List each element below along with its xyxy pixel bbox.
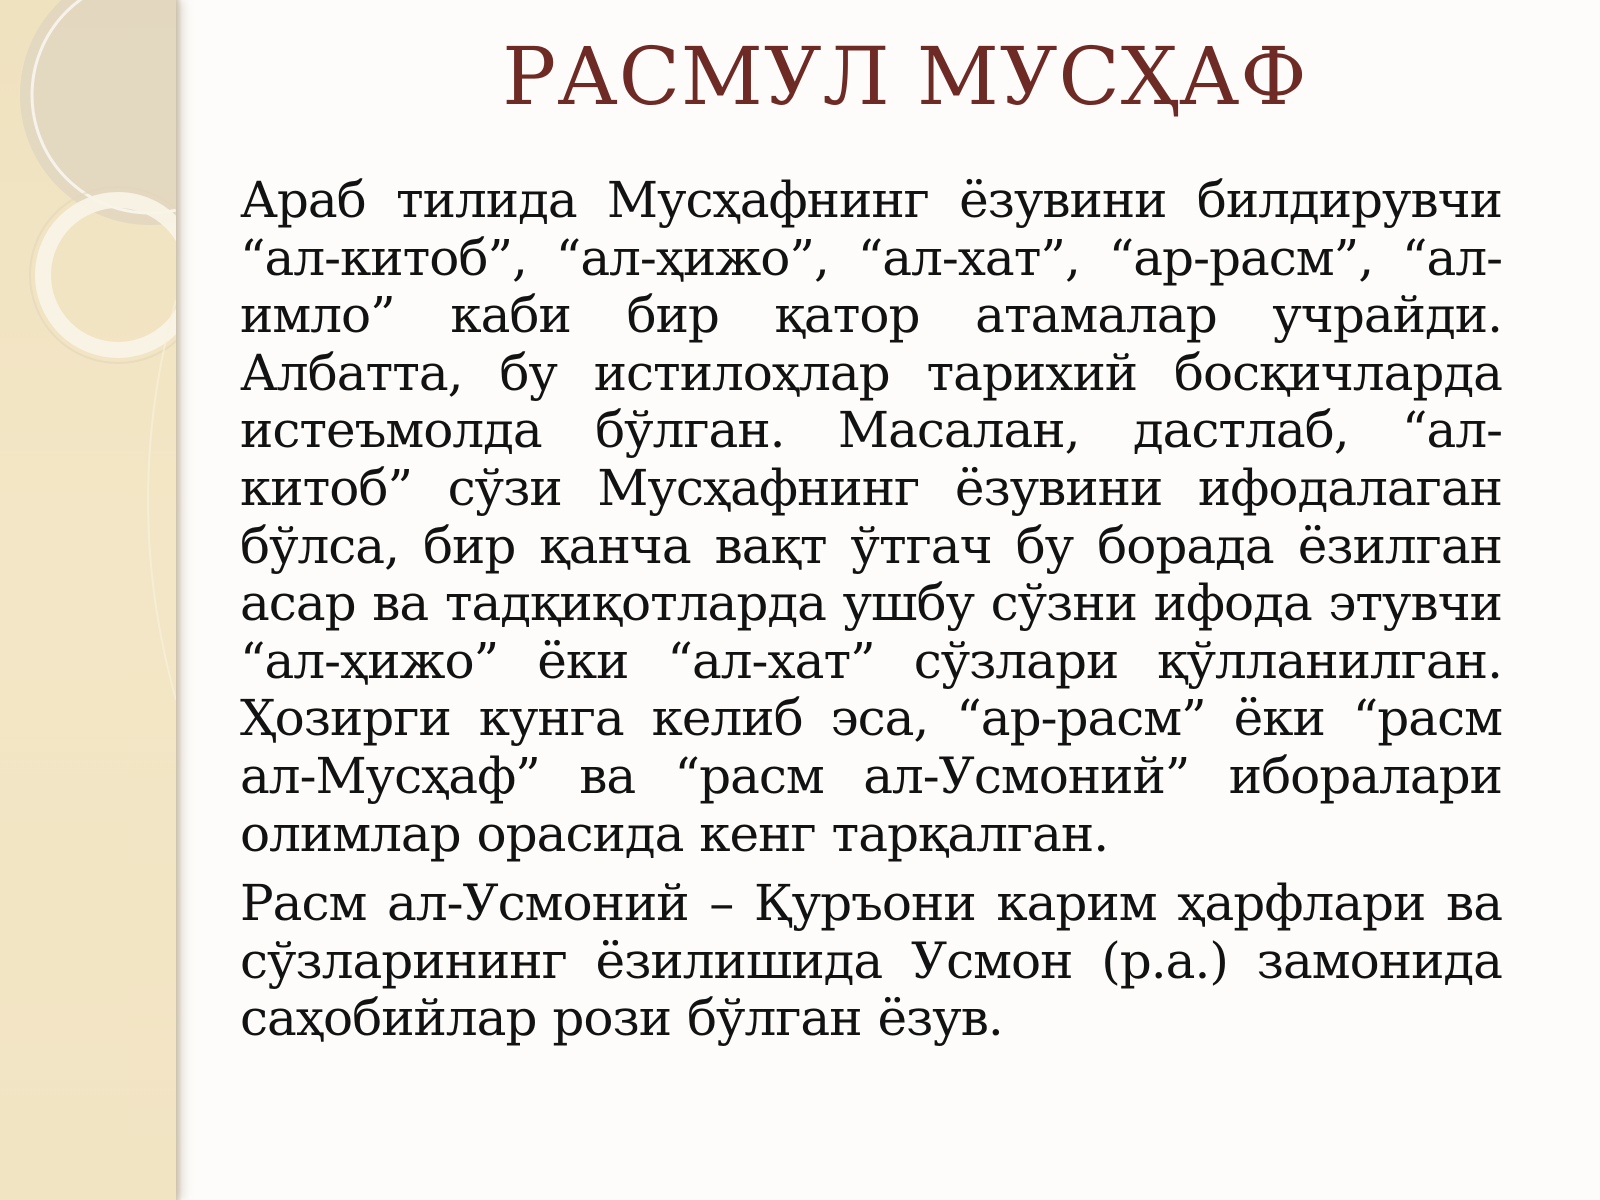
slide-title: РАСМУЛ МУСҲАФ [502, 30, 1308, 123]
decorative-circles [0, 0, 176, 1200]
side-panel-shadow [176, 0, 182, 1200]
decorative-side-panel [0, 0, 176, 1200]
slide-body [240, 172, 1502, 1048]
body-paragraph-2: Расм ал-Усмоний – Қуръони карим ҳарфлари ва сўзларининг ёзилишида Усмон (р.а.) замонида саҳобийлар рози бўлган ёзув. [240, 874, 1502, 1048]
body-paragraph-1: Араб тилида Мусҳафнинг ёзувини билдирувчи “ал-китоб”, “ал-ҳижо”, “ал-хат”, “ар-расм”, “ал-имло” каби бир қатор атамалар учрайди. Албатта, бу истилоҳлар тарихий босқичларда истеъмолда бўлган. Масалан, дастлаб, “ал-китоб” сўзи Мусҳафнинг ёзувини ифодалаган бўлса, бир қанча вақт ўтгач бу борада ёзилган асар ва тадқиқотларда ушбу сўзни ифода этувчи “ал-ҳижо” ёки “ал-хат” сўзлари қўлланилган. Ҳозирги кунга келиб эса, “ар-расм” ёки “расм ал-Мусҳаф” ва “расм ал-Усмоний” иборалари олимлар орасида кенг тарқалган. [240, 171, 1502, 863]
